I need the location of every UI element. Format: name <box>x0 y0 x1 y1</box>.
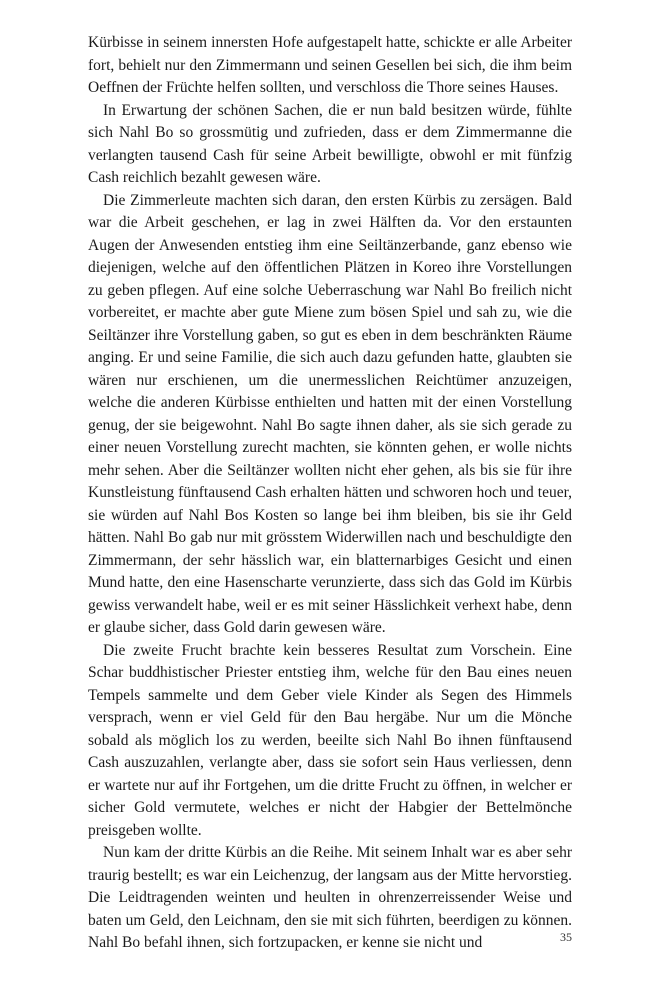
paragraph-5: Nun kam der dritte Kürbis an die Reihe. Mit seinem Inhalt war es aber sehr traurig bestellt; es war ein Leichenzug, der langsam aus der Mitte hervorstieg. Die Leidtragenden weinten und heulten in ohrenzerreissender Weise und baten um Geld, den Leichnam, den sie mit sich führten, beerdigen zu können. Nahl Bo befahl ihnen, sich fortzupacken, er kenne sie nicht und <box>88 844 572 951</box>
page-body <box>88 32 572 955</box>
paragraph-4: Die zweite Frucht brachte kein besseres Resultat zum Vorschein. Eine Schar buddhistischer Priester entstieg ihm, welche für den Bau eines neuen Tempels sammelte und dem Geber viele Kinder als Segen des Himmels versprach, wenn er viel Geld für den Bau hergäbe. Nur um die Mönche sobald als möglich los zu werden, beeilte sich Nahl Bo ihnen fünftausend Cash auszuzahlen, verlangte aber, dass sie sofort sein Haus verliessen, denn er wartete nur auf ihr Fortgehen, um die dritte Frucht zu öffnen, in welcher er sicher Gold vermutete, welches er nicht der Habgier der Bettelmönche preisgeben wollte. <box>88 641 572 839</box>
paragraph-2: In Erwartung der schönen Sachen, die er nun bald besitzen würde, fühlte sich Nahl Bo so grossmütig und zufrieden, dass er dem Zimmermanne die verlangten tausend Cash für seine Arbeit bewilligte, obwohl er mit fünfzig Cash reichlich bezahlt gewesen wäre. <box>88 101 572 186</box>
page-number: 35 <box>560 930 572 944</box>
paragraph-1: Kürbisse in seinem innersten Hofe aufgestapelt hatte, schickte er alle Arbeiter fort, behielt nur den Zimmermann und seinen Gesellen bei sich, die ihm beim Oeffnen der Früchte helfen sollten, und verschloss die Thore seines Hauses. <box>88 34 572 96</box>
paragraph-3: Die Zimmerleute machten sich daran, den ersten Kürbis zu zersägen. Bald war die Arbeit geschehen, er lag in zwei Hälften da. Vor den erstaunten Augen der Anwesenden entstieg ihm eine Seiltänzerbande, ganz ebenso wie diejenigen, welche auf den öffentlichen Plätzen in Koreo ihre Vorstellungen zu geben pflegen. Auf eine solche Ueberraschung war Nahl Bo freilich nicht vorbereitet, er machte aber gute Miene zum bösen Spiel und sah zu, wie die Seiltänzer ihre Vorstellung gaben, so gut es eben in dem beschränkten Räume anging. Er und seine Familie, die sich auch dazu gefunden hatte, glaubten sie wären nur erschienen, um die unermesslichen Reichtümer anzuzeigen, welche die anderen Kürbisse enthielten und hatten mit der einen Vorstellung genug, der sie beigewohnt. Nahl Bo sagte ihnen daher, als sie sich gerade zu einer neuen Vorstellung zurecht machten, sie könnten gehen, er wolle nichts mehr sehen. Aber die Seiltänzer wollten nicht eher gehen, als bis sie für ihre Kunstleistung fünftausend Cash erhalten hätten und schworen hoch und teuer, sie würden auf Nahl Bos Kosten so lange bei ihm bleiben, bis sie ihr Geld hätten. Nahl Bo gab nur mit grösstem Widerwillen nach und beschuldigte den Zimmermann, der sehr hässlich war, ein blatternarbiges Gesicht und einen Mund hatte, den eine Hasenscharte verunzierte, dass sich das Gold im Kürbis gewiss verwandelt habe, weil er es mit seiner Hässlichkeit verhext habe, denn er glaube sicher, dass Gold darin gewesen wäre. <box>88 191 572 636</box>
